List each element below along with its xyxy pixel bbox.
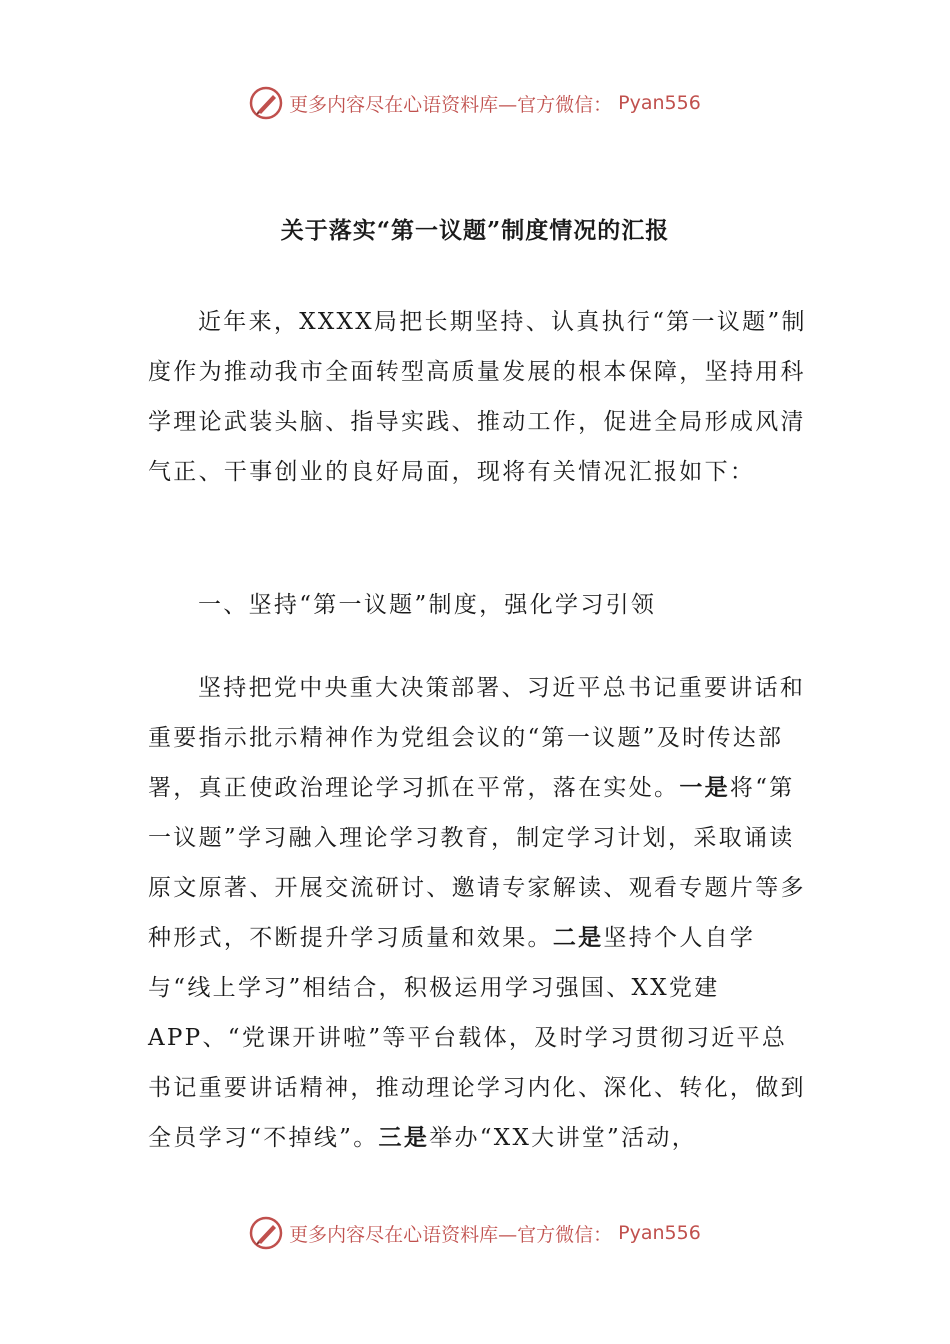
point-label: 三是 <box>378 1124 430 1151</box>
pen-logo-icon <box>249 1216 283 1250</box>
point-label: 一是 <box>679 774 730 801</box>
watermark-text: 更多内容尽在心语资料库—官方微信： <box>289 93 613 116</box>
point-text: 将“第一议题”学习融入理论学习教育，制定学习计划，采取诵读原文原著、开展交流研讨、邀请专家解读、观看专题片等多种形式，不断提升学习质量和效果。 <box>148 775 806 951</box>
header-watermark <box>0 86 950 120</box>
section-lead: 坚持把党中央重大决策部署、习近平总书记重要讲话和重要指示批示精神作为党组会议的“第一议题”及时传达部署，真正使政治理论学习抓在平常，落在实处。 <box>148 675 806 801</box>
point-text: 举办“XX大讲堂”活动， <box>429 1125 698 1151</box>
section-heading: 一、坚持“第一议题”制度，强化学习引领 <box>198 592 657 618</box>
intro-paragraph: 近年来，XXXX局把长期坚持、认真执行“第一议题”制度作为推动我市全面转型高质量发展的根本保障，坚持用科学理论武装头脑、指导实践、推动工作，促进全局形成风清气正、干事创业的良好局面，现将有关情况汇报如下： <box>148 309 807 485</box>
watermark-text: 更多内容尽在心语资料库—官方微信： <box>289 1223 613 1246</box>
point-label: 二是 <box>552 924 604 951</box>
watermark-wechat-id: Pyan556 <box>618 1222 701 1244</box>
document-title: 关于落实“第一议题”制度情况的汇报 <box>280 217 670 244</box>
section-body-paragraph <box>148 663 808 1163</box>
watermark-wechat-id: Pyan556 <box>618 92 701 114</box>
point-text: 坚持个人自学与“线上学习”相结合，积极运用学习强国、XX党建APP、“党课开讲啦”等平台载体，及时学习贯彻习近平总书记重要讲话精神，推动理论学习内化、深化、转化，做到全员学习“不掉线”。 <box>148 925 806 1151</box>
footer-watermark <box>0 1216 950 1250</box>
pen-logo-icon <box>249 86 283 120</box>
